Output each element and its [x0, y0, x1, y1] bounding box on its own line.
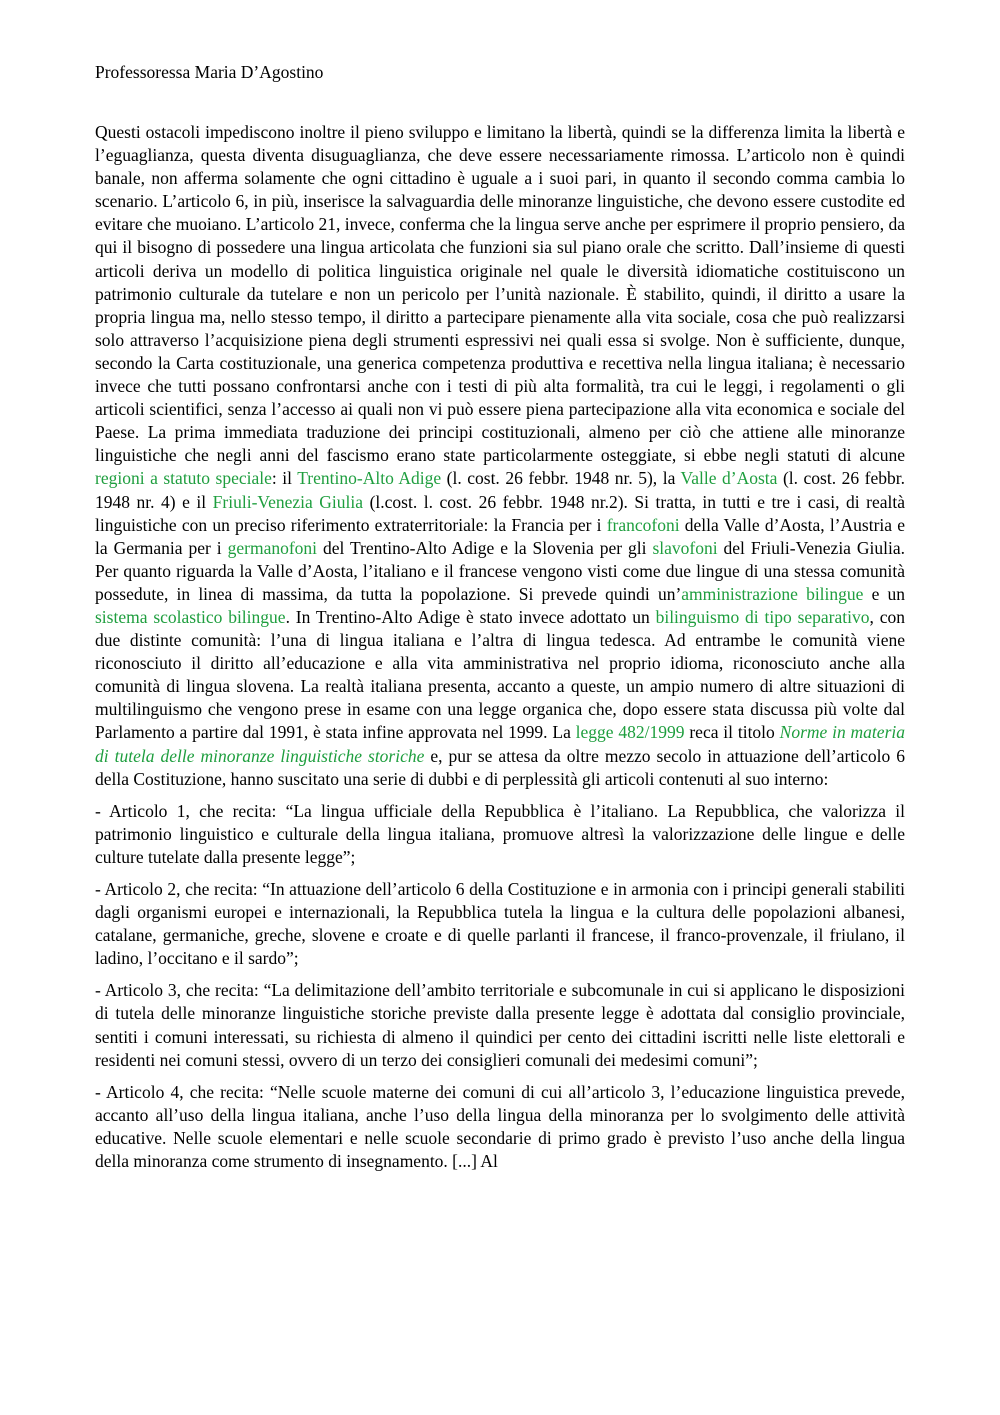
link-legge-482-1999[interactable]: legge 482/1999 — [575, 722, 685, 743]
link-francofoni[interactable]: francofoni — [606, 514, 680, 535]
page-header-author: Professoressa Maria D’Agostino — [95, 62, 324, 82]
link-norme-tutela-minoranze[interactable]: Norme in materia di tutela delle minoranze linguistiche storiche — [95, 722, 905, 766]
article-1-paragraph: - Articolo 1, che recita: “La lingua ufficiale della Repubblica è l’italiano. La Repubblica, che valorizza il patrimonio linguistico e culturale della lingua italiana, promuove altresì la valorizzazione delle lingue e delle culture tutelate dalla presente legge”; — [95, 800, 905, 867]
text-run: : il — [271, 468, 298, 489]
text-run: del Trentino-Alto Adige e la Slovenia per gli — [317, 537, 653, 558]
link-trentino-alto-adige[interactable]: Trentino-Alto Adige — [297, 468, 442, 489]
link-regioni-statuto-speciale[interactable]: regioni a statuto speciale — [95, 468, 272, 489]
document-body — [95, 121, 905, 1182]
link-germanofoni[interactable]: germanofoni — [227, 537, 318, 558]
paragraph-main — [95, 121, 905, 791]
article-3-paragraph: - Articolo 3, che recita: “La delimitazione dell’ambito territoriale e subcomunale in cui si applicano le disposizioni di tutela delle minoranze linguistiche storiche previste dalla presente legge è adottata dal consiglio provinciale, sentiti i comuni interessati, su richiesta di almeno il quindici per cento dei cittadini iscritti nelle liste elettorali e residenti nei comuni stessi, ovvero di un terzo dei consiglieri comunali dei medesimi comuni”; — [95, 980, 905, 1070]
text-run: (l. cost. 26 febbr. 1948 nr. 5), la — [441, 468, 681, 489]
text-run: (l.cost. l. cost. 26 febbr. 1948 nr.2). Si tratta, in tutti e tre i casi, di realtà linguistiche con un preciso riferimento extraterritoriale: la Francia per i — [95, 491, 905, 535]
text-run: del Friuli-Venezia Giulia. Per quanto riguarda la Valle d’Aosta, l’italiano e il francese vengono visti come due lingue di una stessa comunità possedute, in linea di massima, da tutta la popolazione. Si prevede quindi un’ — [95, 537, 906, 604]
link-sistema-scolastico-bilingue[interactable]: sistema scolastico bilingue — [95, 606, 286, 627]
text-run: . In Trentino-Alto Adige è stato invece adottato un — [285, 606, 656, 627]
link-valle-d-aosta[interactable]: Valle d’Aosta — [680, 468, 778, 489]
text-run: , con due distinte comunità: l’una di lingua italiana e l’altra di lingua tedesca. Ad entrambe le comunità viene riconosciuto il diritto all’educazione e alla vita amministrativa nel proprio idioma, riconosciuto anche alla comunità di lingua slovena. La realtà italiana presenta, accanto a queste, un ampio numero di altre situazioni di multilinguismo che vengono prese in esame con una legge organica che, dopo essere stata discussa più volte dal Parlamento a partire dal 1991, è stata infine approvata nel 1999. La — [95, 606, 905, 743]
link-slavofoni[interactable]: slavofoni — [652, 537, 718, 558]
link-amministrazione-bilingue[interactable]: amministrazione bilingue — [681, 583, 864, 604]
link-friuli-venezia-giulia[interactable]: Friuli-Venezia Giulia — [212, 491, 364, 512]
text-run: e, pur se attesa da oltre mezzo secolo in attuazione dell’articolo 6 della Costituzione, hanno suscitato una serie di dubbi e di perplessità gli articoli contenuti al suo interno: — [95, 745, 905, 789]
text-run: reca il titolo — [684, 722, 780, 743]
text-run: e un — [863, 583, 905, 604]
text-run: della Valle d’Aosta, l’Austria e la Germania per i — [95, 514, 905, 558]
article-2-paragraph: - Articolo 2, che recita: “In attuazione dell’articolo 6 della Costituzione e in armonia con i principi generali stabiliti dagli organismi europei e internazionali, la Repubblica tutela la lingua e la cultura delle popolazioni albanesi, catalane, germaniche, greche, slovene e croate e di quelle parlanti il francese, il franco-provenzale, il friulano, il ladino, l’occitano e il sardo”; — [95, 879, 905, 969]
text-run: Questi ostacoli impediscono inoltre il pieno sviluppo e limitano la libertà, quindi se la differenza limita la libertà e l’eguaglianza, questa diventa disuguaglianza, che deve essere necessariamente rimossa. L’articolo non è quindi banale, non afferma solamente che ogni cittadino è uguale a i suoi pari, in quanto il secondo comma cambia lo scenario. L’articolo 6, in più, inserisce la salvaguardia delle minoranze linguistiche, che devono essere custodite ed evitare che muoiano. L’articolo 21, invece, conferma che la lingua serve anche per esprimere il proprio pensiero, da qui il bisogno di possedere una lingua articolata che funzioni sia sul piano orale che scritto. Dall’insieme di questi articoli deriva un modello di politica linguistica originale nel quale le diversità idiomatiche costituiscono un patrimonio culturale da tutelare e non un pericolo per l’unità nazionale. È stabilito, quindi, il diritto a usare la propria lingua ma, nello stesso tempo, il diritto a partecipare pienamente alla vita sociale, cosa che può realizzarsi solo attraverso l’acquisizione piena degli strumenti espressivi nei quali essa si svolge. Non è sufficiente, dunque, secondo la Carta costituzionale, una generica competenza produttiva e recettiva nella lingua italiana; è necessario invece che tutti possano confrontarsi anche con i testi di più alta formalità, tra cui le leggi, i regolamenti o gli articoli scientifici, senza l’accesso ai quali non vi può essere piena partecipazione alla vita economica e sociale del Paese. La prima immediata traduzione dei principi costituzionali, almeno per ciò che attiene alle minoranze linguistiche che negli anni del fascismo erano state particolarmente osteggiate, si ebbe negli statuti di alcune — [95, 122, 905, 466]
article-4-paragraph: - Articolo 4, che recita: “Nelle scuole materne dei comuni di cui all’articolo 3, l’educazione linguistica prevede, accanto all’uso della lingua italiana, anche l’uso della lingua della minoranza per lo svolgimento delle attività educative. Nelle scuole elementari e nelle scuole secondarie di primo grado è previsto l’uso anche della lingua della minoranza come strumento di insegnamento. [...] Al — [95, 1081, 905, 1172]
text-run: (l. cost. 26 febbr. 1948 nr. 4) e il — [95, 468, 905, 512]
link-bilinguismo-separativo[interactable]: bilinguismo di tipo separativo — [655, 606, 870, 627]
